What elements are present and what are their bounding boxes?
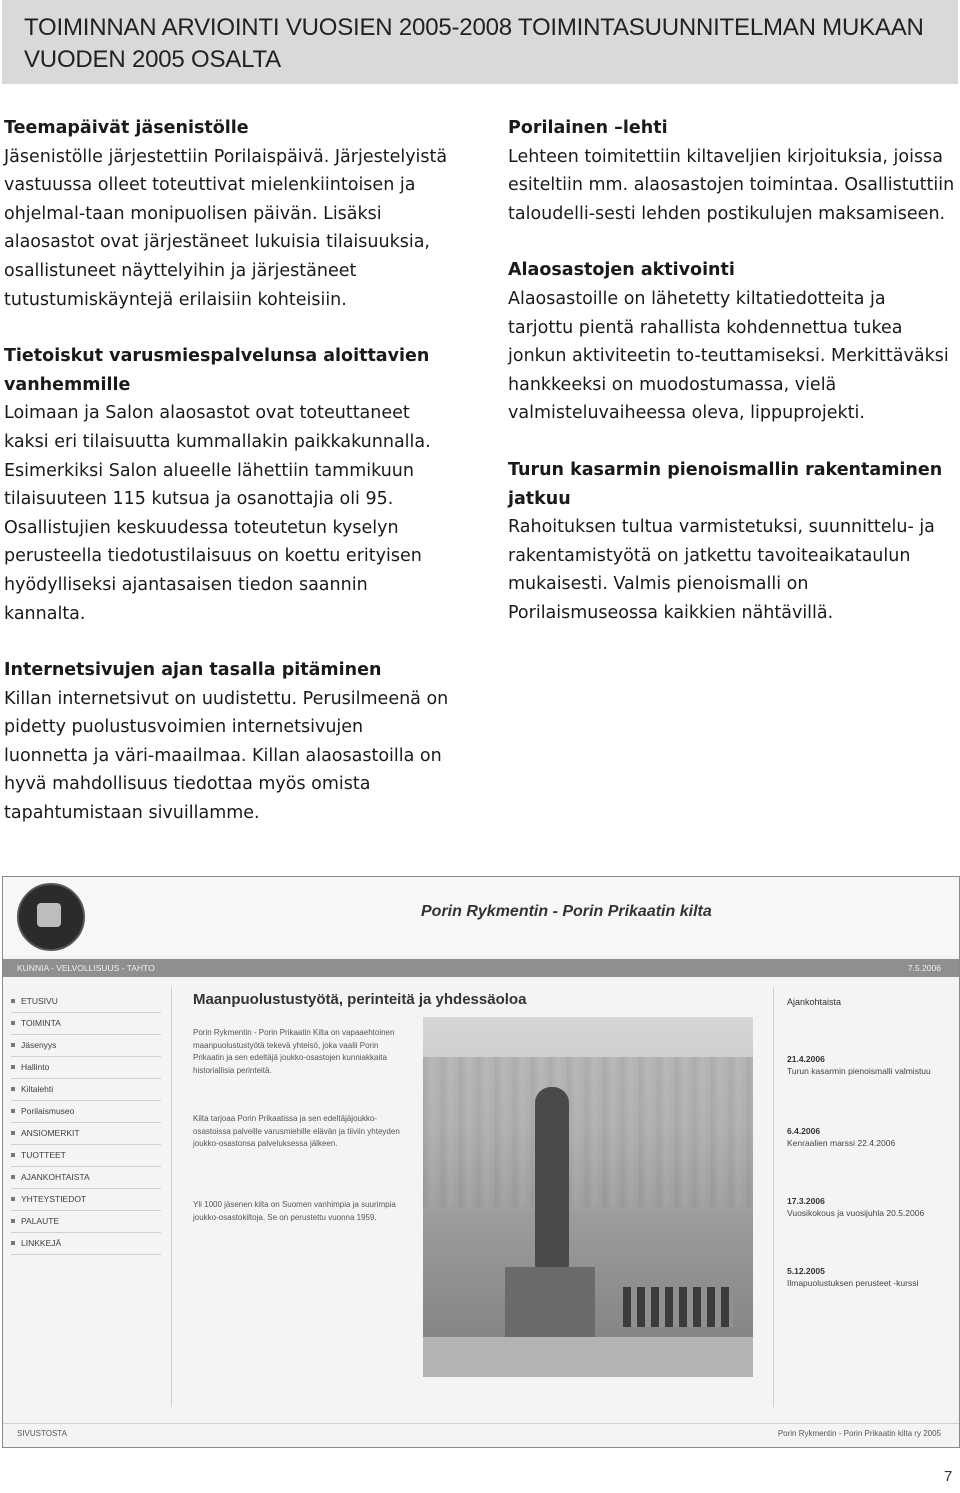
- header-band: [2, 0, 958, 84]
- nav-item-hallinto[interactable]: Hallinto: [11, 1057, 161, 1079]
- news-item[interactable]: [787, 1053, 947, 1077]
- site-paragraph: Kilta tarjoaa Porin Prikaatissa ja sen edeltäjäjoukko-osastoissa palveille varusmiehille elävän ja tiiviin yhteyden joukko-osastonsa palveluksessa jälkeen.: [193, 1114, 400, 1148]
- side-divider: [773, 987, 774, 1407]
- site-main-heading: Maanpuolustustyötä, perinteitä ja yhdessäoloa: [193, 991, 527, 1008]
- nav-item-etusivu[interactable]: ETUSIVU: [11, 991, 161, 1013]
- footer-sitemap-link[interactable]: SIVUSTOSTA: [17, 1429, 67, 1438]
- section-teemapaivat: [4, 114, 450, 314]
- news-text: Kenraalien marssi 22.4.2006: [787, 1138, 896, 1148]
- title-line-1: TOIMINNAN ARVIOINTI VUOSIEN 2005-2008 TOIMINTASUUNNITELMAN MUKAAN: [24, 14, 924, 41]
- section-body: Alaosastoille on lähetetty kiltatiedotteita ja tarjottu pientä rahallista kohdennettua tukea jonkun aktiviteetin to-teuttamiseksi. Merkittäväksi hankkeeksi on muodostumassa, vielä valmisteluvaiheessa oleva, lippuprojekti.: [508, 288, 949, 424]
- section-body: Rahoituksen tultua varmistetuksi, suunnittelu- ja rakentamistyötä on jatkettu tavoiteaikataulun mukaisesti. Valmis pienoismalli on Porilaismuseossa kaikkien nähtävillä.: [508, 517, 935, 623]
- news-text: Vuosikokous ja vuosijuhla 20.5.2006: [787, 1208, 925, 1218]
- section-tietoiskut: [4, 342, 450, 628]
- nav-item-palaute[interactable]: PALAUTE: [11, 1211, 161, 1233]
- section-body: Lehteen toimitettiin kiltaveljien kirjoituksia, joissa esiteltiin mm. alaosastojen toimintaa. Osallistuttiin taloudelli-sesti lehden postikulujen maksamiseen.: [508, 146, 955, 224]
- photo-trees: [423, 1057, 753, 1207]
- site-motto: KUNNIA - VELVOLLISUUS - TAHTO: [17, 963, 155, 973]
- site-paragraph: Porin Rykmentin - Porin Prikaatin Kilta on vapaaehtoinen maanpuolustustyötä tekevä yhteisö, joka vaalii Porin Prikaatin ja sen edeltäjä joukko-osastojen kunniakkaita historiallisia perinteitä.: [193, 1028, 395, 1075]
- nav-item-yhteystiedot[interactable]: YHTEYSTIEDOT: [11, 1189, 161, 1211]
- photo-crowd: [623, 1287, 733, 1327]
- guild-seal-icon: [17, 883, 85, 951]
- news-title: Ajankohtaista: [787, 997, 842, 1007]
- nav-item-linkkeja[interactable]: LINKKEJÄ: [11, 1233, 161, 1255]
- section-heading: Porilainen –lehti: [508, 118, 668, 138]
- news-date: 17.3.2006: [787, 1196, 825, 1206]
- news-date: 21.4.2006: [787, 1054, 825, 1064]
- nav-item-tuotteet[interactable]: TUOTTEET: [11, 1145, 161, 1167]
- nav-item-jasenyys[interactable]: Jäsenyys: [11, 1035, 161, 1057]
- news-item[interactable]: [787, 1265, 947, 1289]
- photo-statue: [535, 1087, 569, 1269]
- page-number: 7: [944, 1468, 953, 1485]
- section-body: Jäsenistölle järjestettiin Porilaispäivä. Järjestelyistä vastuussa olleet toteuttivat mielenkiintoisen ja ohjelmal-taan monipuolisen päivän. Lisäksi alaosastot ovat järjestäneet lukuisia tilaisuuksia, osallistuneet näyttelyihin ja järjestäneet tutustumiskäyntejä erilaisiin kohteisiin.: [4, 146, 448, 310]
- site-paragraph: Yli 1000 jäsenen kilta on Suomen vanhimpia ja suurimpia joukko-osastokiltoja. Se on perustettu vuonna 1959.: [193, 1200, 396, 1222]
- section-heading: Alaosastojen aktivointi: [508, 260, 735, 281]
- section-body: Killan internetsivut on uudistettu. Perusilmeenä on pidetty puolustusvoimien internetsivujen luonnetta ja väri-maailmaa. Killan alaosastoilla on hyvä mahdollisuus tiedottaa myös omista tapahtumistaan sivuillamme.: [4, 688, 449, 824]
- section-heading: Teemapäivät jäsenistölle: [4, 118, 249, 138]
- nav-item-ansiomerkit[interactable]: ANSIOMERKIT: [11, 1123, 161, 1145]
- section-pienoismalli: [508, 456, 956, 628]
- news-date: 6.4.2006: [787, 1126, 821, 1136]
- site-header: [3, 877, 959, 955]
- page-title: [24, 12, 924, 76]
- section-internetsivut: [4, 656, 450, 828]
- news-text: Turun kasarmin pienoismalli valmistuu: [787, 1066, 931, 1076]
- footer-copyright: Porin Rykmentin - Porin Prikaatin kilta ry 2005: [777, 1429, 941, 1438]
- section-heading: Internetsivujen ajan tasalla pitäminen: [4, 660, 382, 681]
- section-heading: Turun kasarmin pienoismallin rakentaminen jatkuu: [508, 459, 943, 509]
- right-column: [508, 114, 956, 656]
- site-nav: [11, 991, 161, 1255]
- section-heading: Tietoiskut varusmiespalvelunsa aloittavien vanhemmille: [4, 346, 430, 395]
- news-item[interactable]: [787, 1125, 947, 1149]
- news-item[interactable]: [787, 1195, 947, 1219]
- site-date: 7.5.2006: [907, 963, 941, 973]
- section-alaosastot: [508, 256, 956, 428]
- nav-item-porilaismuseo[interactable]: Porilaismuseo: [11, 1101, 161, 1123]
- site-name: Porin Rykmentin - Porin Prikaatin kilta: [421, 903, 712, 920]
- nav-item-ajankohtaista[interactable]: AJANKOHTAISTA: [11, 1167, 161, 1189]
- photo-ground: [423, 1337, 753, 1377]
- site-footer: [3, 1423, 959, 1444]
- title-line-2: VUODEN 2005 OSALTA: [24, 46, 281, 73]
- section-body: Loimaan ja Salon alaosastot ovat toteuttaneet kaksi eri tilaisuutta kummallakin paikkakunnalla. Esimerkiksi Salon alueelle lähettiin tammikuun tilaisuuteen 115 kutsua ja osanottajia oli 95. Osallistujien keskuudessa toteutetun kyselyn perusteella tiedotustilaisuus on koettu erityisen hyödylliseksi ajantasaisen tiedon saannin kannalta.: [4, 403, 431, 624]
- site-tagbar: [3, 959, 959, 977]
- website-screenshot: [2, 876, 960, 1448]
- nav-divider: [171, 987, 172, 1407]
- news-date: 5.12.2005: [787, 1266, 825, 1276]
- nav-item-toiminta[interactable]: TOIMINTA: [11, 1013, 161, 1035]
- section-porilainen: [508, 114, 956, 228]
- statue-photo: [423, 1017, 753, 1377]
- nav-item-kiltalehti[interactable]: Kiltalehti: [11, 1079, 161, 1101]
- left-column: [4, 114, 450, 856]
- news-text: Ilmapuolustuksen perusteet -kurssi: [787, 1278, 919, 1288]
